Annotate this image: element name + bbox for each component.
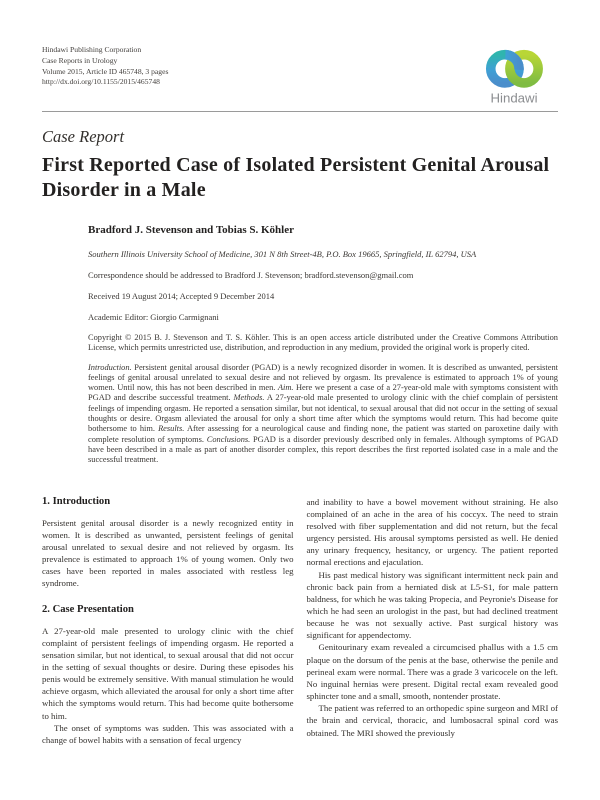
publication-meta bbox=[42, 45, 168, 88]
right-column bbox=[307, 496, 559, 747]
body-paragraph: Genitourinary exam revealed a circumcised phallus with a 1.5 cm plaque on the dorsum of the penis at the base, otherwise the penile and perineal exam were normal. There was a grade 3 varicocele on the left. No inguinal hernias were present. Digital rectal exam revealed good sphincter tone and a small, smooth, nontender prostate. bbox=[306, 642, 558, 702]
abstract-heading-introduction: Introduction. bbox=[88, 362, 132, 372]
authors-line: Bradford J. Stevenson and Tobias S. Köhler bbox=[88, 224, 294, 236]
front-matter bbox=[88, 224, 558, 466]
abstract-text: A 27-year-old male presented to urology clinic with the chief complain of persistent feelings of impending orgasm. He reported a sensation similar, but not identical, to sexual arousal that did not occur in the setting of sexual thoughts or desire. Orgasm alleviated the arousal for only a short time after which the symptoms would return. This had become quite bothersome to him. bbox=[88, 393, 558, 434]
abstract-heading-methods: Methods. bbox=[233, 393, 265, 403]
paper-title: First Reported Case of Isolated Persistent Genital Arousal Disorder in a Male bbox=[42, 154, 550, 201]
abstract-text: Here we present a case of a 27-year-old male with symptoms consistent with PGAD and describe successful treatment. bbox=[88, 383, 558, 403]
abstract-text: After assessing for a neurological cause and finding none, the patient was started on paroxetine daily with complete resolution of symptoms. bbox=[88, 424, 559, 444]
logo-wordmark: Hindawi bbox=[490, 90, 538, 106]
body-paragraph: A 27-year-old male presented to urology clinic with the chief complaint of persistent feelings of impending orgasm. He reported a sensation similar, but not identical, to sexual arousal that did not occur in the setting of sexual thoughts or desire. During these episodes his penis would be extremely sensitive. With manual stimulation he would achieve orgasm, which alleviated the arousal for only a short time after which the symptoms would return. This had become quite bothersome to him. bbox=[42, 625, 294, 721]
header-divider bbox=[42, 111, 558, 112]
page-header bbox=[42, 45, 558, 109]
abstract-heading-conclusions: Conclusions. bbox=[206, 434, 251, 444]
hindawi-logo bbox=[472, 46, 556, 108]
section-heading-case-presentation: 2. Case Presentation bbox=[42, 603, 134, 615]
hindawi-rings-icon bbox=[472, 46, 556, 108]
abstract-text: PGAD is a disorder previously described only in females. Although symptoms of PGAD have been described in a male as part of another disorder complex, this report describes the first reported isolated case in a male and the successful treatment. bbox=[88, 434, 558, 465]
correspondence-text: Correspondence should be addressed to Bradford J. Stevenson; bbox=[88, 270, 305, 280]
email-link[interactable]: bradford.stevenson@gmail.com bbox=[304, 270, 414, 280]
doi-link[interactable]: http://dx.doi.org/10.1155/2015/465748 bbox=[42, 77, 160, 87]
left-column bbox=[42, 496, 294, 747]
body-paragraph: and inability to have a bowel movement without straining. He also complained of an ache in the area of his coccyx. The need to strain resolved with fiber supplementation and did not return, but the fecal urgency persisted. His arousal symptoms persisted as well. He denied any urinary frequency, hesitancy, or urgency. The patient reported normal erections and ejaculation. bbox=[306, 496, 558, 568]
volume-line: Volume 2015, Article ID 465748, 3 pages bbox=[42, 66, 169, 76]
article-type-label: Case Report bbox=[42, 127, 125, 146]
affiliation-line: Southern Illinois University School of Medicine, 301 N 8th Street-4B, P.O. Box 19665, Springfield, IL 62794, USA bbox=[88, 249, 477, 259]
body-paragraph: Persistent genital arousal disorder is a newly recognized entity in women. It is described as unwanted, persistent feelings of genital arousal unrelated to sexual desire and not relieved by orgasm. Its prevalence is estimated to approach 1% of young women. Only two cases have been reported in males associated with restless leg syndrome. bbox=[42, 517, 294, 589]
copyright-paragraph: Copyright © 2015 B. J. Stevenson and T. S. Köhler. This is an open access article distributed under the Creative Commons Attribution License, which permits unrestricted use, distribution, and reproduction in any medium, provided the original work is properly cited. bbox=[88, 333, 558, 353]
body-paragraph: The patient was referred to an orthopedic spine surgeon and MRI of the brain and cervical, thoracic, and lumbosacral spinal cord was obtained. The MRI showed the previously bbox=[306, 703, 558, 738]
abstract-heading-aim: Aim. bbox=[277, 383, 294, 393]
journal-line: Case Reports in Urology bbox=[42, 55, 118, 65]
publisher-line: Hindawi Publishing Corporation bbox=[42, 45, 142, 54]
abstract-heading-results: Results. bbox=[158, 424, 185, 434]
body-paragraph: His past medical history was significant intermittent neck pain and chronic back pain from a herniated disk at L5-S1, for male pattern baldness, for which he was taking Propecia, and Peyronie's Disease for which he had seen an urologist in the past, but had declined treatment because he was not sexually active. Past surgical history was significant for appendectomy. bbox=[306, 569, 558, 641]
received-accepted-line: Received 19 August 2014; Accepted 9 December 2014 bbox=[88, 291, 275, 301]
correspondence-line bbox=[88, 270, 558, 280]
abstract-paragraph bbox=[88, 363, 558, 466]
academic-editor-line: Academic Editor: Giorgio Carmignani bbox=[88, 312, 219, 322]
body-paragraph: The onset of symptoms was sudden. This was associated with a change of bowel habits with a sensation of fecal urgency bbox=[42, 722, 294, 745]
abstract-text: Persistent genital arousal disorder (PGAD) is a newly recognized disorder in women. It is described as unwanted, persistent feelings of genital arousal unrelated to sexual desire and not relieved by orgasm. Its prevalence is estimated to approach 1% of young women. Until now, this has not been described in men. bbox=[88, 362, 558, 393]
section-heading-introduction: 1. Introduction bbox=[42, 495, 111, 507]
article-body bbox=[42, 496, 558, 747]
